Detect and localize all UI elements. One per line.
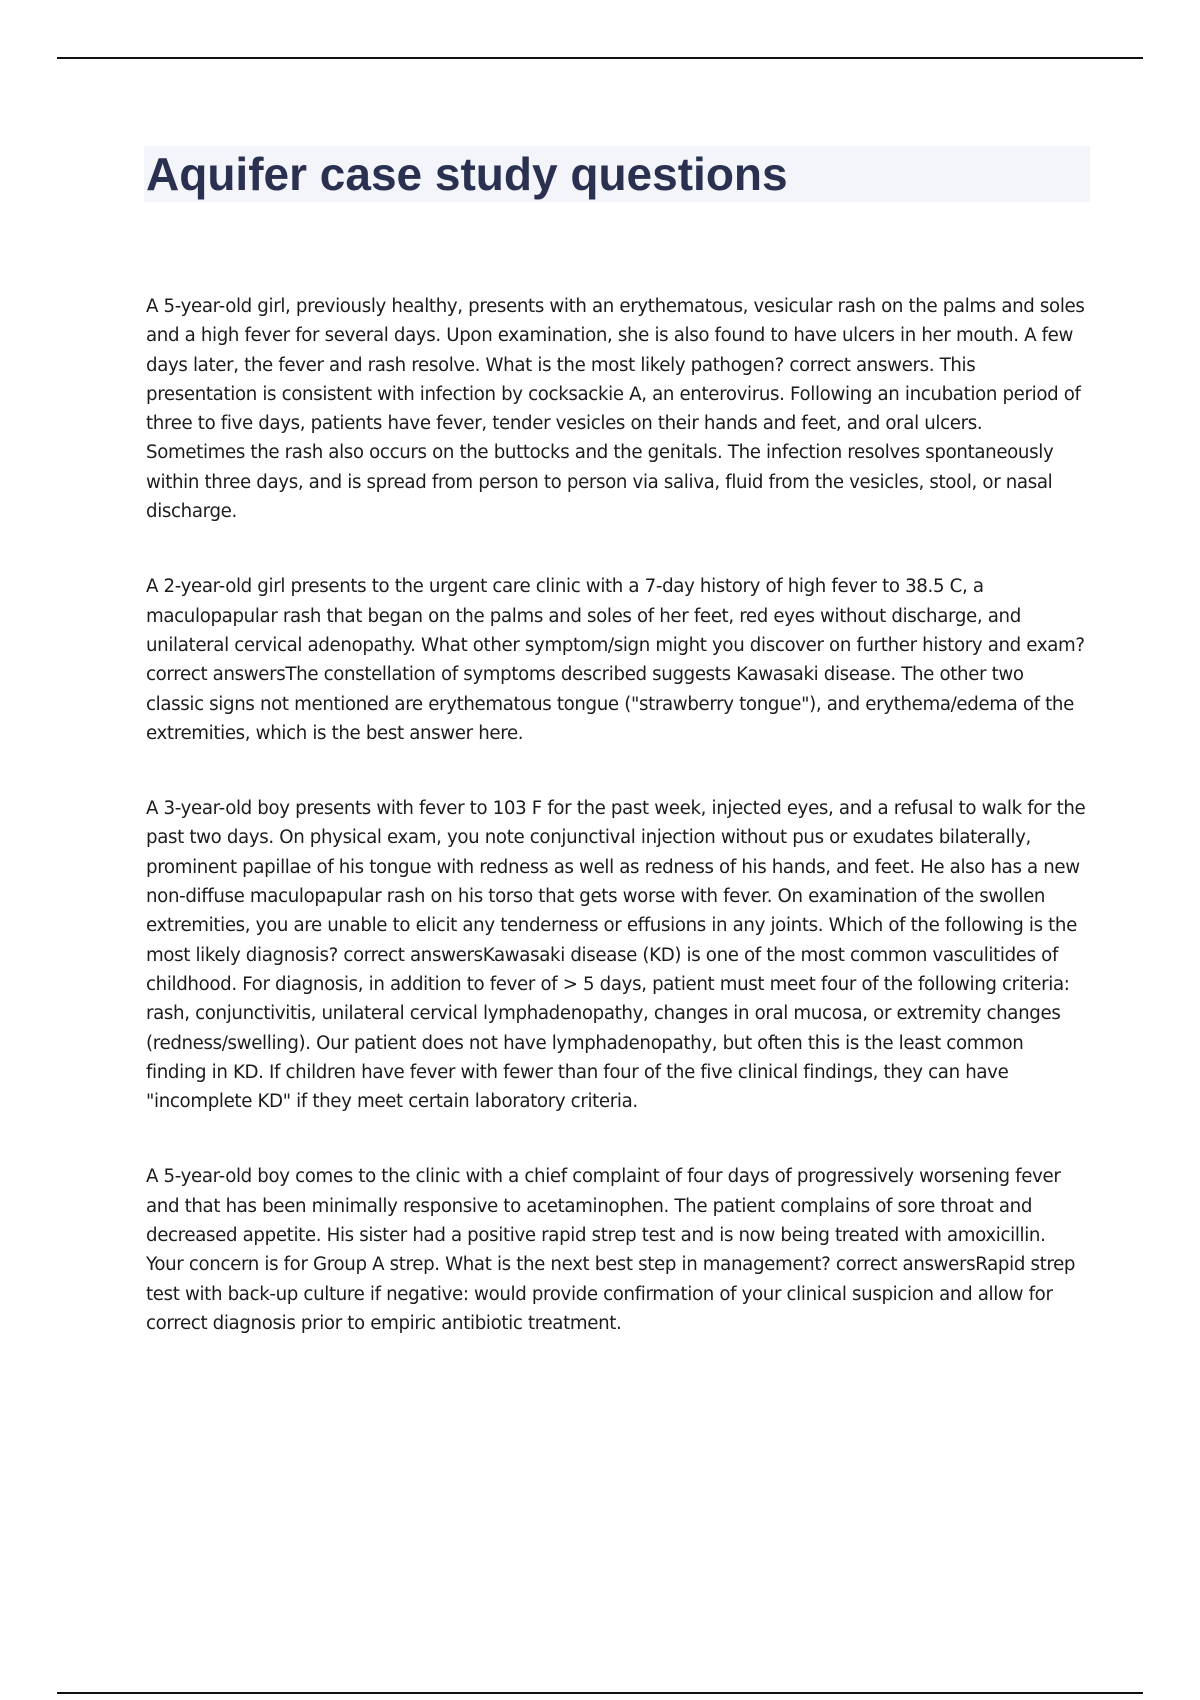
- question-answer-4: A 5-year-old boy comes to the clinic with a chief complaint of four days of progressively worsening fever and that has been minimally responsive to acetaminophen. The patient complains of sore throat and decreased appetite. His sister had a positive rapid strep test and is now being treated with amoxicillin. Your concern is for Group A strep. What is the next best step in management? correct answersRapid strep test with back-up culture if negative: would provide confirmation of your clinical suspicion and allow for correct diagnosis prior to empiric antibiotic treatment.: [146, 1166, 1076, 1334]
- page-title: Aquifer case study questions: [146, 148, 788, 200]
- bottom-divider: [57, 1692, 1143, 1694]
- question-answer-1: A 5-year-old girl, previously healthy, presents with an erythematous, vesicular rash on the palms and soles and a high fever for several days. Upon examination, she is also found to have ulcers in her mouth. A few days later, the fever and rash resolve. What is the most likely pathogen? correct answers. This presentation is consistent with infection by cocksackie A, an enterovirus. Following an incubation period of three to five days, patients have fever, tender vesicles on their hands and feet, and oral ulcers. Sometimes the rash also occurs on the buttocks and the genitals. The infection resolves spontaneously within three days, and is spread from person to person via saliva, fluid from the vesicles, stool, or nasal discharge.: [146, 296, 1085, 523]
- top-divider: [57, 57, 1143, 59]
- question-answer-3: A 3-year-old boy presents with fever to 103 F for the past week, injected eyes, and a refusal to walk for the past two days. On physical exam, you note conjunctival injection without pus or exudates bilaterally, prominent papillae of his tongue with redness as well as redness of his hands, and feet. He also has a new non-diffuse maculopapular rash on his torso that gets worse with fever. On examination of the swollen extremities, you are unable to elicit any tenderness or effusions in any joints. Which of the following is the most likely diagnosis? correct answersKawasaki disease (KD) is one of the most common vasculitides of childhood. For diagnosis, in addition to fever of > 5 days, patient must meet four of the following criteria: rash, conjunctivitis, unilateral cervical lymphadenopathy, changes in oral mucosa, or extremity changes (redness/swelling). Our patient does not have lymphadenopathy, but often this is the least common finding in KD. If children have fever with fewer than four of the five clinical findings, they can have "incomplete KD" if they meet certain laboratory criteria.: [146, 798, 1086, 1113]
- question-answer-2: A 2-year-old girl presents to the urgent care clinic with a 7-day history of high fever to 38.5 C, a maculopapular rash that began on the palms and soles of her feet, red eyes without discharge, and unilateral cervical adenopathy. What other symptom/sign might you discover on further history and exam? correct answersThe constellation of symptoms described suggests Kawasaki disease. The other two classic signs not mentioned are erythematous tongue ("strawberry tongue"), and erythema/edema of the extremities, which is the best answer here.: [146, 576, 1085, 744]
- document-body: [146, 292, 1086, 1384]
